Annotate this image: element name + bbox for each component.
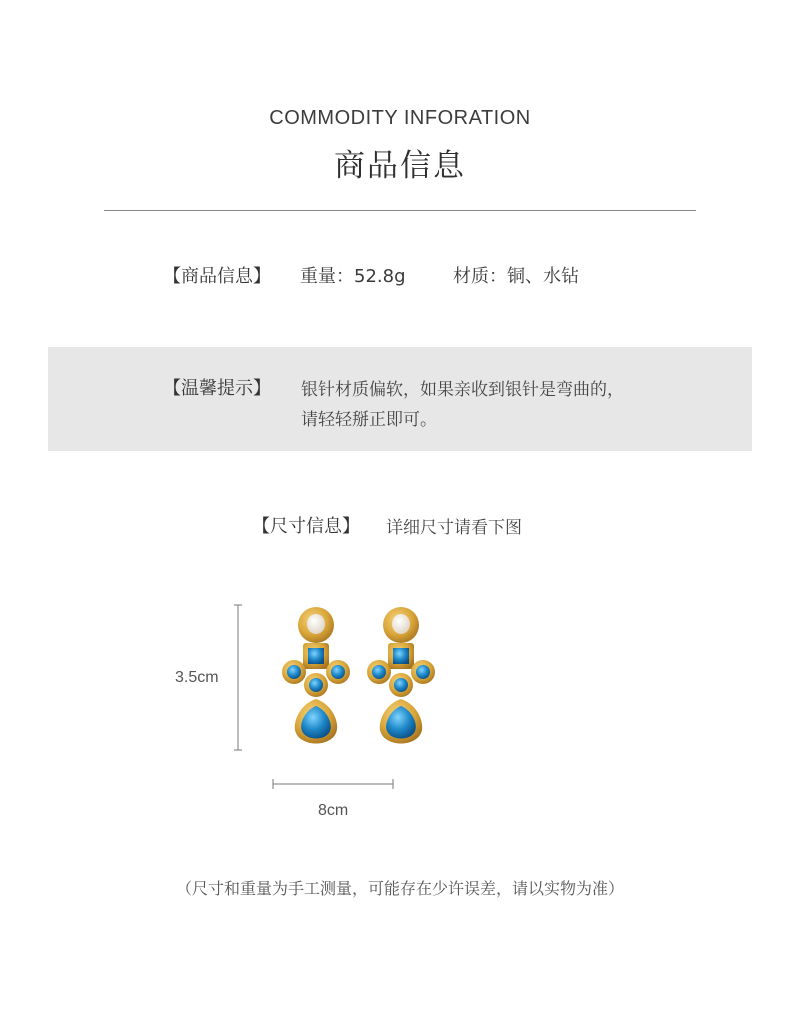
info-label: 【商品信息】	[163, 266, 271, 287]
earring-right	[367, 607, 435, 744]
title-english: COMMODITY INFORATION	[269, 107, 531, 129]
notice-label: 【温馨提示】	[163, 378, 271, 399]
height-measurement: 3.5cm	[175, 669, 219, 686]
title-chinese: 商品信息	[334, 148, 466, 184]
material-value: 材质：铜、水钻	[453, 266, 579, 287]
earring-left	[282, 607, 350, 744]
width-measurement: 8cm	[318, 802, 349, 819]
notice-line-1: 银针材质偏软，如果亲收到银针是弯曲的，	[301, 380, 624, 400]
weight-value: 重量：52.8g	[300, 266, 406, 287]
measurement-note: （尺寸和重量为手工测量，可能存在少许误差，请以实物为准）	[175, 879, 624, 898]
size-description: 详细尺寸请看下图	[386, 518, 522, 538]
size-label: 【尺寸信息】	[252, 516, 360, 537]
notice-line-2: 请轻轻掰正即可。	[301, 410, 437, 430]
